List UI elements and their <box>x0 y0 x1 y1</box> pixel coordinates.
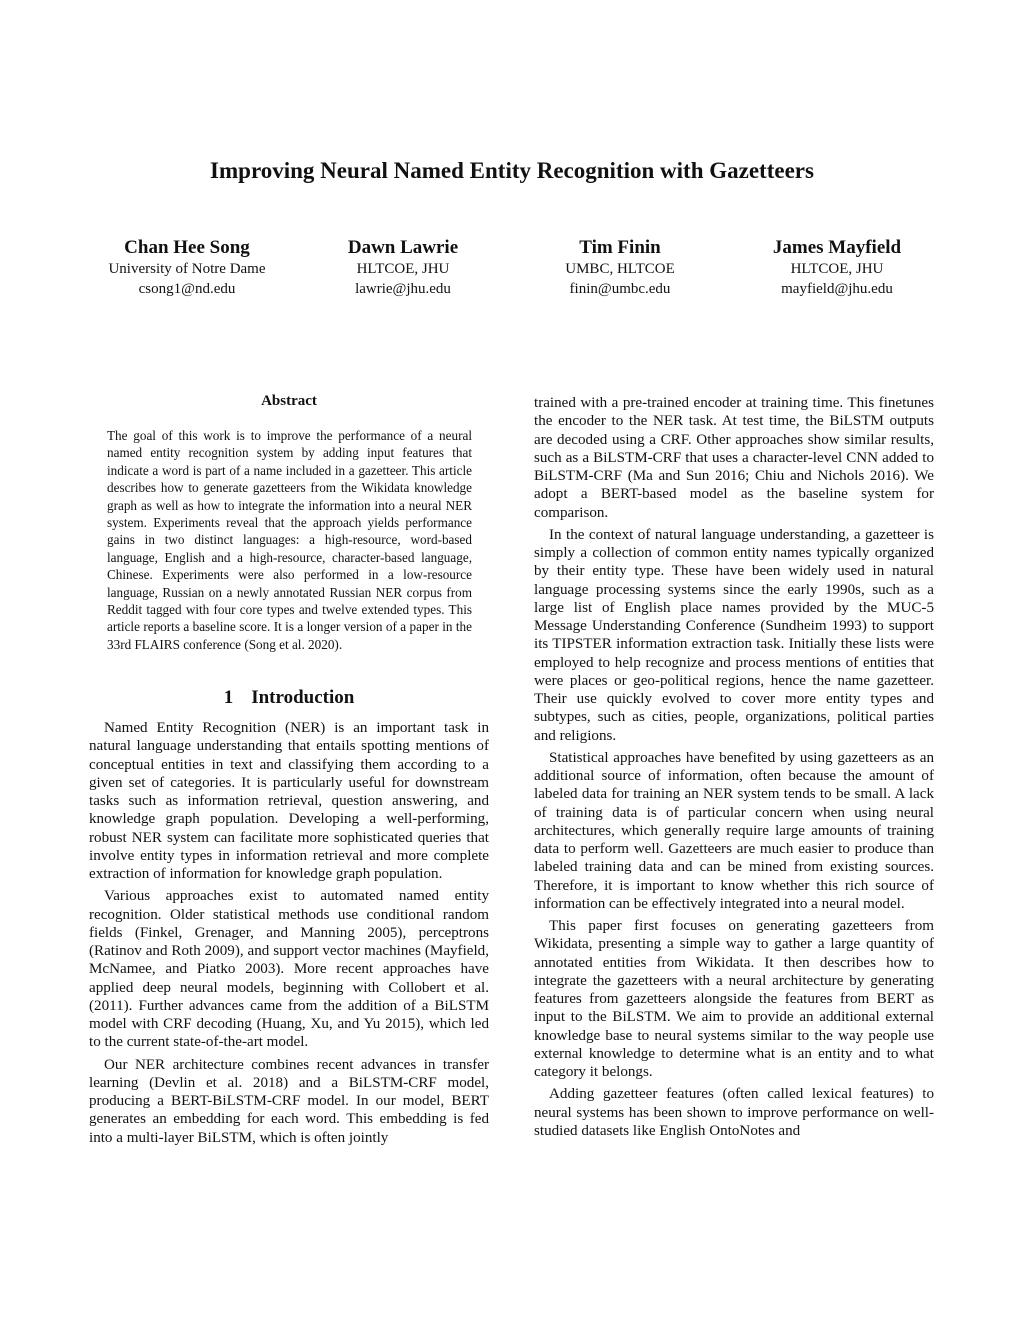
author-affiliation: University of Notre Dame <box>108 261 266 277</box>
author-name: Chan Hee Song <box>124 237 250 258</box>
paragraph: Named Entity Recognition (NER) is an important task in natural language understanding that entails spotting mentions of conceptual entities in text and classifying them according to a given set of categories. It is particularly useful for downstream tasks such as information retrieval, question answering, and knowledge graph population. Developing a well-performing, robust NER system can facilitate more sophisticated queries that involve entity types in information retrieval and more complete extraction of information for knowledge graph population. <box>89 720 489 882</box>
author-name: James Mayfield <box>772 237 902 258</box>
paragraph: Our NER architecture combines recent advances in transfer learning (Devlin et al. 2018) and a BiLSTM-CRF model, producing a BERT-BiLSTM-CRF model. In our model, BERT generates an embedding for each word. This embedding is fed into a multi-layer BiLSTM, which is often jointly <box>89 1056 489 1146</box>
section-title: Introduction <box>251 687 355 708</box>
paragraph: trained with a pre-trained encoder at training time. This finetunes the encoder to the NER task. At test time, the BiLSTM outputs are decoded using a CRF. Other approaches show similar results, such as a BiLSTM-CRF that uses a character-level CNN added to BiLSTM-CRF (Ma and Sun 2016; Chiu and Nichols 2016). We adopt a BERT-based model as the baseline system for comparison. <box>534 395 934 521</box>
author-affiliation: HLTCOE, JHU <box>356 261 450 277</box>
author-email: mayfield@jhu.edu <box>781 280 893 297</box>
paragraph: Adding gazetteer features (often called lexical features) to neural systems has been shown to improve performance on well-studied datasets like English OntoNotes and <box>534 1086 934 1139</box>
author-name: Dawn Lawrie <box>347 237 459 258</box>
paragraph: Various approaches exist to automated named entity recognition. Older statistical methods use conditional random fields (Finkel, Grenager, and Manning 2005), perceptrons (Ratinov and Roth 2009), and support vector machines (Mayfield, McNamee, and Piatko 2003). More recent approaches have applied deep neural models, beginning with Collobert et al. (2011). Further advances came from the addition of a BiLSTM model with CRF decoding (Huang, Xu, and Yu 2015), which led to the current state-of-the-art model. <box>89 888 489 1051</box>
paragraph: In the context of natural language understanding, a gazetteer is simply a collection of common entity names typically organized by their entity type. These have been widely used in natural language processing systems since the early 1990s, such as a large list of English place names provided by the MUC-5 Message Understanding Conference (Sundheim 1993) to support its TIPSTER information extraction task. Initially these lists were employed to help recognize and process mentions of entities that were places or geo-political regions, hence the name gazetteer. Their use quickly evolved to cover more entity types and subtypes, such as cities, people, organizations, political parties and religions. <box>534 526 934 744</box>
author-block <box>717 236 957 299</box>
author-block <box>283 236 523 299</box>
section-number: 1 <box>223 687 234 708</box>
left-column <box>89 719 489 1151</box>
author-block <box>67 236 307 299</box>
right-column <box>534 394 934 1144</box>
abstract-heading: Abstract <box>261 393 317 409</box>
paragraph: Statistical approaches have benefited by using gazetteers as an additional source of information, often because the amount of labeled data for training an NER system tends to be small. A lack of training data is of particular concern when using neural architectures, which generally require large amounts of training data to perform well. Gazetteers are much easier to produce than labeled training data and can be mined from existing sources. Therefore, it is important to know whether this rich source of information can be effectively integrated into a neural model. <box>534 749 934 912</box>
author-affiliation: HLTCOE, JHU <box>790 261 884 277</box>
abstract-text: The goal of this work is to improve the performance of a neural named entity recognition system by adding input features that indicate a word is part of a name included in a gazetteer. This article describes how to generate gazetteers from the Wikidata knowledge graph as well as how to integrate the information into a neural NER system. Experiments reveal that the approach yields performance gains in two distinct languages: a high-resource, word-based language, English and a high-resource, character-based language, Chinese. Experiments were also performed in a low-resource language, Russian on a newly annotated Russian NER corpus from Reddit tagged with four core types and twelve extended types. This article reports a baseline score. It is a longer version of a paper in the 33rd FLAIRS conference (Song et al. 2020). <box>107 428 472 652</box>
author-name: Tim Finin <box>579 237 661 258</box>
paper-title: Improving Neural Named Entity Recognition with Gazetteers <box>210 158 814 183</box>
section-heading <box>90 687 488 709</box>
author-email: lawrie@jhu.edu <box>355 280 451 297</box>
author-email: finin@umbc.edu <box>569 280 671 297</box>
author-email: csong1@nd.edu <box>138 280 236 297</box>
author-block <box>500 236 740 299</box>
paragraph: This paper first focuses on generating gazetteers from Wikidata, presenting a simple way to gather a large quantity of annotated entities from Wikidata. It then describes how to integrate the gazetteers with a neural architecture by generating features from gazetteers alongside the features from BERT as input to the BiLSTM. We aim to provide an additional external knowledge base to neural systems similar to the way people use external knowledge to determine what is an entity and to what category it belongs. <box>534 918 934 1080</box>
author-affiliation: UMBC, HLTCOE <box>565 261 675 277</box>
